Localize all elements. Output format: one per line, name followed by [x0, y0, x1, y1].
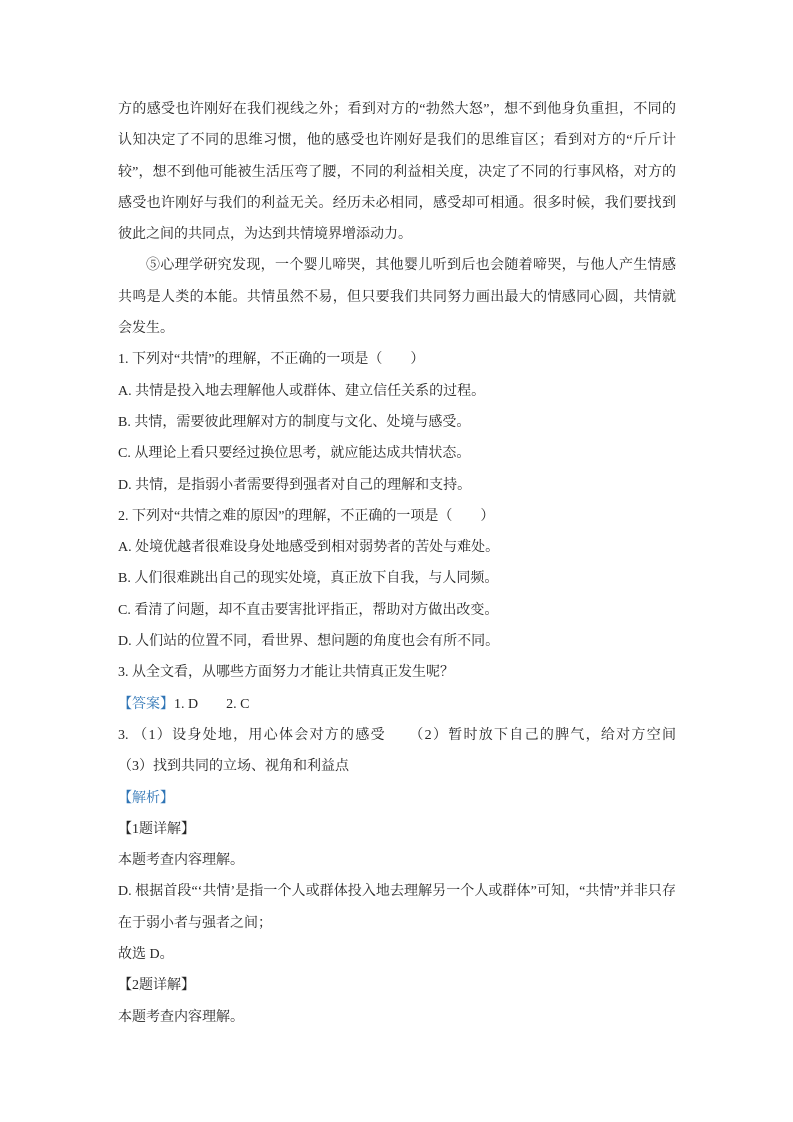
analysis-line: [118, 845, 676, 876]
analysis-line: [118, 876, 676, 939]
paragraph-text: A. 处境优越者很难设身处地感受到相对弱势者的苦处与难处。: [118, 540, 500, 556]
option-line: [118, 407, 676, 438]
paragraph-text: 本题考查内容理解。: [118, 853, 244, 869]
analysis-section-label: [118, 783, 676, 814]
paragraph-text: 1. D 2. C: [174, 696, 250, 712]
question-line: [118, 501, 676, 532]
paragraph-text: 方的感受也许刚好在我们视线之外；看到对方的“勃然大怒”，想不到他身负重担，不同的认知决定了不同的思维习惯，他的感受也许刚好是我们的思维盲区；看到对方的“斤斤计较”，想不到他可能被生活压弯了腰，不同的利益相关度，决定了不同的行事风格，对方的感受也许刚好与我们的利益无关。经历未必相同，感受却可相通。很多时候，我们要找到彼此之间的共同点，为达到共情境界增添动力。: [118, 102, 676, 243]
paragraph-text: 【1题详解】: [118, 821, 195, 837]
option-line: [118, 532, 676, 563]
analysis-line: [118, 1002, 676, 1033]
paragraph-text: ⑤心理学研究发现，一个婴儿啼哭，其他婴儿听到后也会随着啼哭，与他人产生情感共鸣是人类的本能。共情虽然不易，但只要我们共同努力画出最大的情感同心圆，共情就会发生。: [118, 258, 676, 337]
analysis-line: [118, 939, 676, 970]
paragraph-text: D. 根据首段“‘共情’是指一个人或群体投入地去理解另一个人或群体”可知，“共情”并非只存在于弱小者与强者之间；: [118, 884, 676, 931]
paragraph-text: 3. 从全文看，从哪些方面努力才能让共情真正发生呢？: [118, 665, 454, 681]
paragraph-text: D. 人们站的位置不同，看世界、想问题的角度也会有所不同。: [118, 634, 500, 650]
answer-line: [118, 689, 676, 720]
paragraph-text: D. 共情，是指弱小者需要得到强者对自己的理解和支持。: [118, 477, 472, 493]
passage-paragraph: [118, 250, 676, 344]
option-line: [118, 563, 676, 594]
question-line: [118, 344, 676, 375]
paragraph-text: C. 从理论上看只要经过换位思考，就应能达成共情状态。: [118, 446, 471, 462]
paragraph-text: 故选 D。: [118, 947, 174, 963]
paragraph-text: 【2题详解】: [118, 978, 195, 994]
detail-heading: [118, 970, 676, 1001]
option-line: [118, 438, 676, 469]
paragraph-text: B. 共情，需要彼此理解对方的制度与文化、处境与感受。: [118, 414, 471, 430]
paragraph-text: 本题考查内容理解。: [118, 1009, 244, 1025]
paragraph-text: B. 人们很难跳出自己的现实处境，真正放下自我，与人同频。: [118, 571, 499, 587]
option-line: [118, 626, 676, 657]
option-line: [118, 595, 676, 626]
option-line: [118, 470, 676, 501]
bracket-label: 【解析】: [118, 790, 174, 806]
bracket-label: 【答案】: [118, 696, 174, 712]
answer-line: [118, 720, 704, 783]
paragraph-text: 3. （1）设身处地，用心体会对方的感受 （2）暂时放下自己的脾气，给对方空间 （3）找到共同的立场、视角和利益点: [118, 727, 704, 775]
document-content: [118, 94, 704, 1033]
paragraph-text: 1. 下列对“共情”的理解，不正确的一项是（ ）: [118, 352, 425, 368]
detail-heading: [118, 814, 676, 845]
passage-paragraph: [118, 94, 676, 250]
question-line: [118, 657, 676, 688]
paragraph-text: C. 看清了问题，却不直击要害批评指正，帮助对方做出改变。: [118, 602, 499, 618]
paragraph-text: A. 共情是投入地去理解他人或群体、建立信任关系的过程。: [118, 383, 486, 399]
paragraph-text: 2. 下列对“共情之难的原因”的理解，不正确的一项是（ ）: [118, 508, 495, 524]
option-line: [118, 376, 676, 407]
